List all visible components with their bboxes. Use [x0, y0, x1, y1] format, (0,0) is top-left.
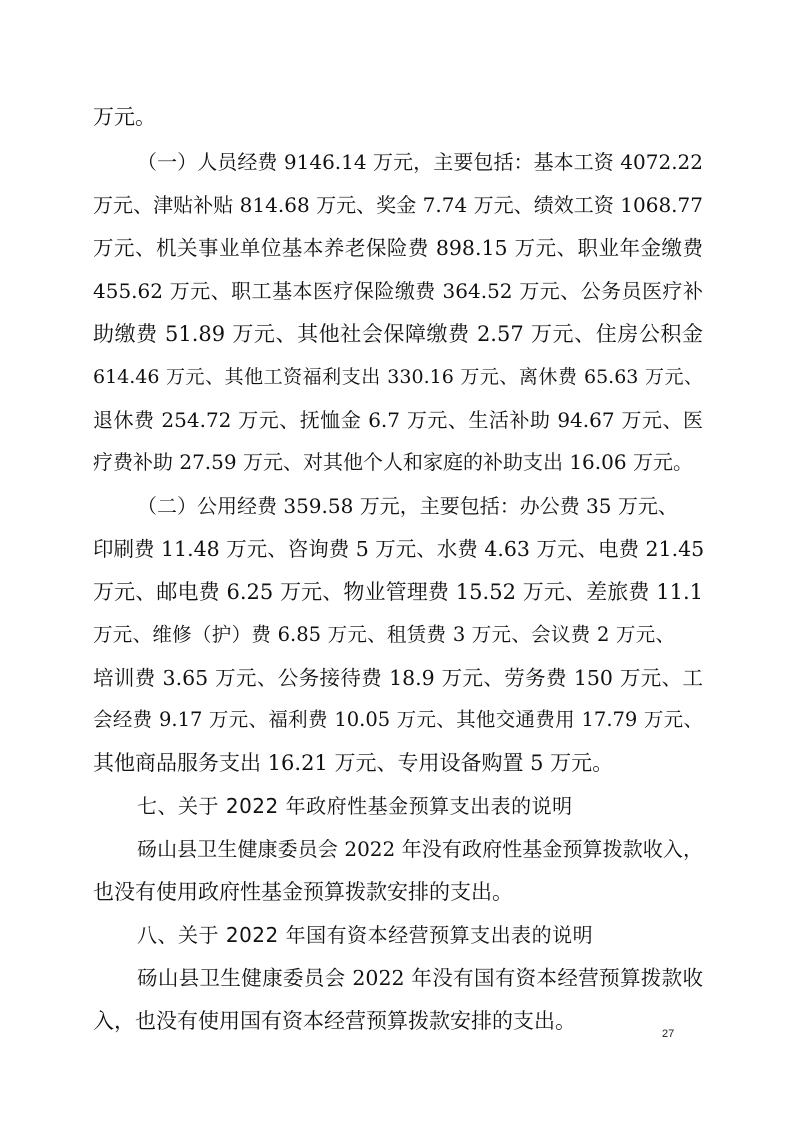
public-line-7: 其他商品服务支出 16.21 万元、专用设备购置 5 万元。 — [93, 751, 614, 775]
personnel-line-3: 万元、机关事业单位基本养老保险费 898.15 万元、职业年金缴费 — [93, 236, 703, 260]
section-7-line-2: 也没有使用政府性基金预算拨款安排的支出。 — [93, 880, 513, 904]
section-8-line-1: 砀山县卫生健康委员会 2022 年没有国有资本经营预算拨款收 — [137, 966, 703, 990]
personnel-line-8: 疗费补助 27.59 万元、对其他个人和家庭的补助支出 16.06 万元。 — [93, 450, 693, 474]
public-line-3: 万元、邮电费 6.25 万元、物业管理费 15.52 万元、差旅费 11.1 — [93, 580, 703, 604]
public-line-1: （二）公用经费 359.58 万元，主要包括：办公费 35 万元、 — [137, 494, 678, 518]
personnel-line-4: 455.62 万元、职工基本医疗保险缴费 364.52 万元、公务员医疗补 — [93, 279, 703, 303]
public-line-4: 万元、维修（护）费 6.85 万元、租赁费 3 万元、会议费 2 万元、 — [93, 623, 675, 646]
page-number: 27 — [662, 1028, 675, 1040]
public-line-2: 印刷费 11.48 万元、咨询费 5 万元、水费 4.63 万元、电费 21.45 — [93, 537, 705, 561]
public-line-6: 会经费 9.17 万元、福利费 10.05 万元、其他交通费用 17.79 万元、 — [93, 708, 703, 731]
section-8-heading: 八、关于 2022 年国有资本经营预算支出表的说明 — [137, 923, 594, 947]
continuation-line: 万元。 — [93, 105, 156, 129]
personnel-line-5: 助缴费 51.89 万元、其他社会保障缴费 2.57 万元、住房公积金 — [93, 322, 703, 346]
personnel-line-7: 退休费 254.72 万元、抚恤金 6.7 万元、生活补助 94.67 万元、医 — [93, 408, 703, 432]
personnel-line-1: （一）人员经费 9146.14 万元，主要包括：基本工资 4072.22 — [137, 150, 703, 174]
section-7-line-1: 砀山县卫生健康委员会 2022 年没有政府性基金预算拨款收入， — [137, 837, 703, 861]
personnel-line-6: 614.46 万元、其他工资福利支出 330.16 万元、离休费 65.63 万元、 — [93, 366, 703, 388]
personnel-line-2: 万元、津贴补贴 814.68 万元、奖金 7.74 万元、绩效工资 1068.77 — [93, 193, 703, 217]
section-7-heading: 七、关于 2022 年政府性基金预算支出表的说明 — [137, 794, 573, 818]
section-8-line-2: 入，也没有使用国有资本经营预算拨款安排的支出。 — [93, 1009, 576, 1033]
public-line-5: 培训费 3.65 万元、公务接待费 18.9 万元、劳务费 150 万元、工 — [93, 666, 703, 690]
